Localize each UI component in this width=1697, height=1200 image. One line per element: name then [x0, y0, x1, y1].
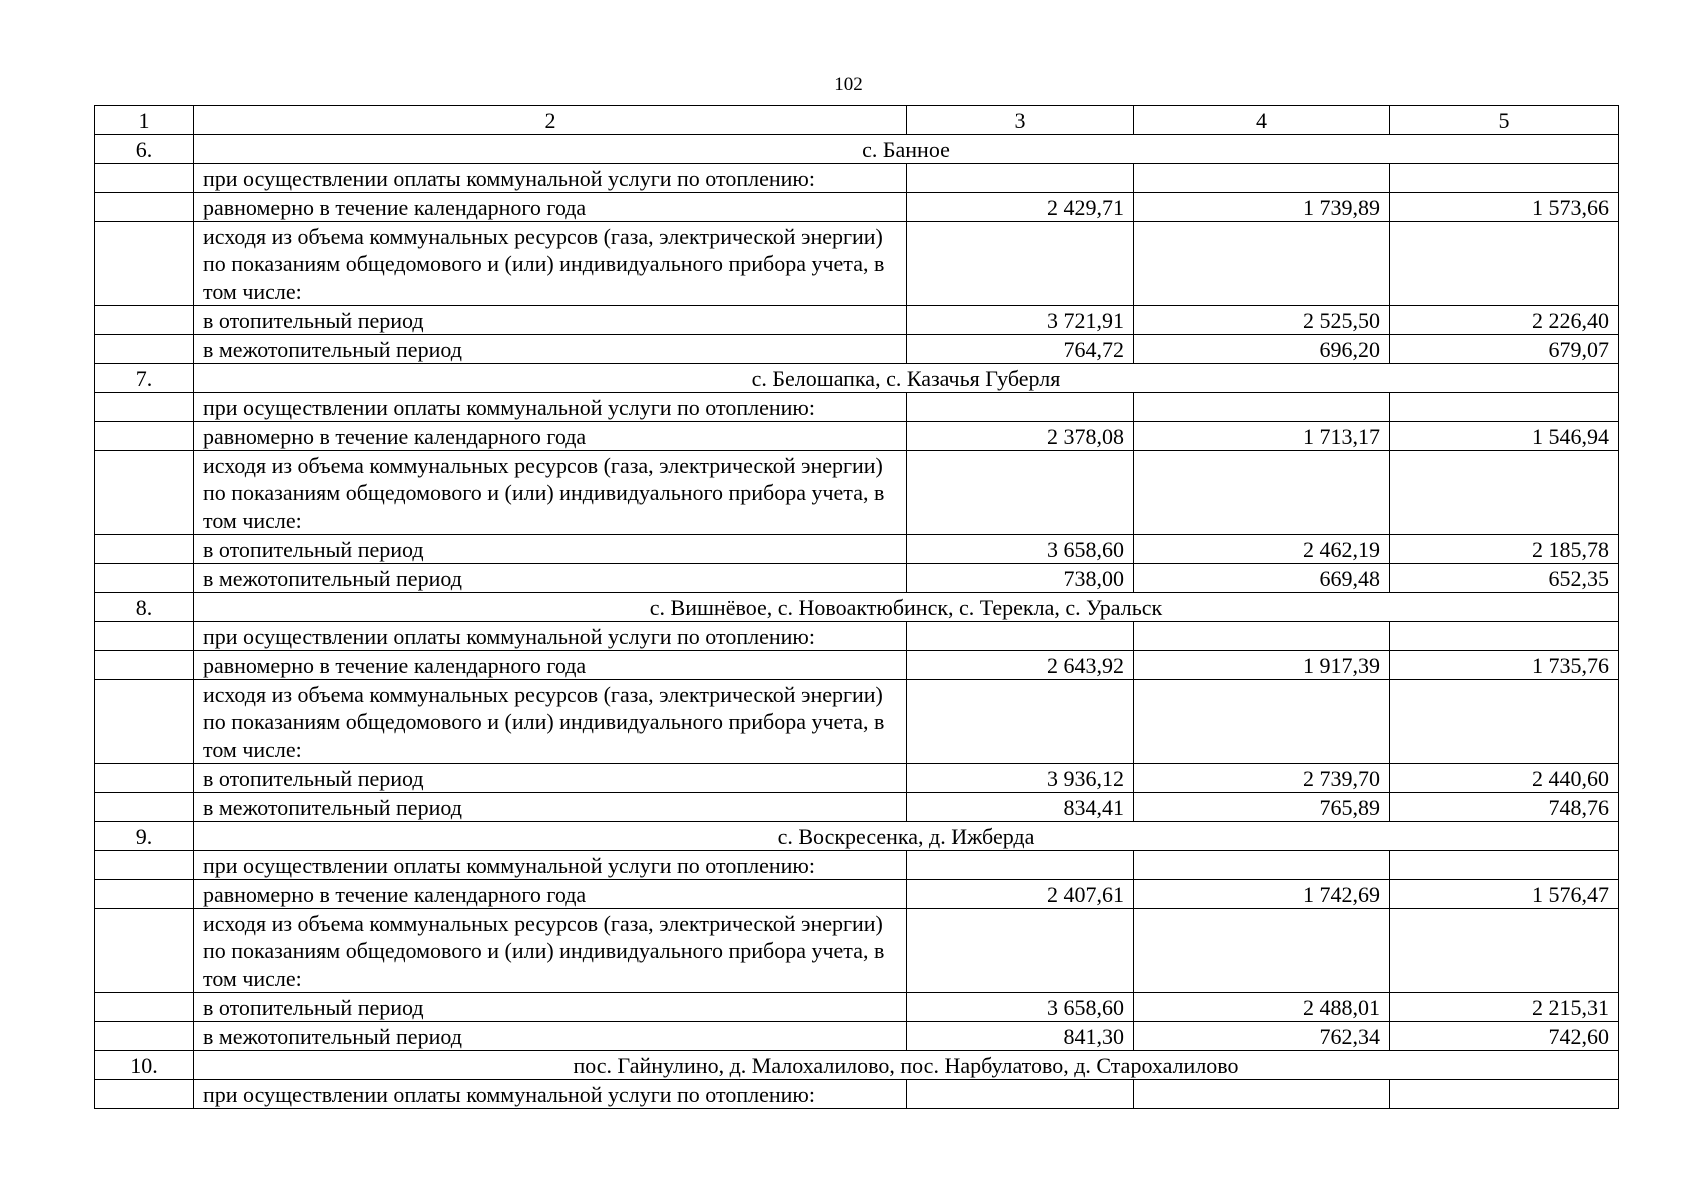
row-label: исходя из объема коммунальных ресурсов (газа, электрической энергии) по показаниям общедомового и (или) индивидуального прибора учета, в том числе:: [194, 909, 907, 993]
row-number-cell: [95, 851, 194, 880]
value-col-5: 2 226,40: [1390, 306, 1619, 335]
value-col-4: [1134, 851, 1390, 880]
section-header-row: [95, 593, 1619, 622]
row-label: исходя из объема коммунальных ресурсов (газа, электрической энергии) по показаниям общедомового и (или) индивидуального прибора учета, в том числе:: [194, 451, 907, 535]
value-col-3: 738,00: [907, 564, 1134, 593]
section-header-row: [95, 822, 1619, 851]
section-number: 6.: [95, 135, 194, 164]
value-col-3: 834,41: [907, 793, 1134, 822]
value-col-4: 2 488,01: [1134, 993, 1390, 1022]
column-header: 2: [194, 106, 907, 135]
row-label: исходя из объема коммунальных ресурсов (газа, электрической энергии) по показаниям общедомового и (или) индивидуального прибора учета, в том числе:: [194, 222, 907, 306]
row-label: в межотопительный период: [194, 793, 907, 822]
table-row: [95, 909, 1619, 993]
value-col-4: 2 739,70: [1134, 764, 1390, 793]
value-col-3: [907, 622, 1134, 651]
row-number-cell: [95, 306, 194, 335]
column-header: 1: [95, 106, 194, 135]
value-col-3: [907, 1080, 1134, 1109]
value-col-3: 764,72: [907, 335, 1134, 364]
value-col-5: [1390, 622, 1619, 651]
value-col-5: 1 576,47: [1390, 880, 1619, 909]
value-col-4: [1134, 1080, 1390, 1109]
value-col-4: 2 462,19: [1134, 535, 1390, 564]
row-label: равномерно в течение календарного года: [194, 880, 907, 909]
row-label: при осуществлении оплаты коммунальной услуги по отоплению:: [194, 393, 907, 422]
value-col-3: 3 936,12: [907, 764, 1134, 793]
table-row: [95, 335, 1619, 364]
table-row: [95, 622, 1619, 651]
section-number: 7.: [95, 364, 194, 393]
value-col-5: 1 573,66: [1390, 193, 1619, 222]
value-col-5: [1390, 680, 1619, 764]
section-header-row: [95, 1051, 1619, 1080]
row-number-cell: [95, 1022, 194, 1051]
section-number: 10.: [95, 1051, 194, 1080]
row-number-cell: [95, 164, 194, 193]
value-col-3: [907, 909, 1134, 993]
value-col-5: 652,35: [1390, 564, 1619, 593]
row-label: в межотопительный период: [194, 335, 907, 364]
section-header-row: [95, 364, 1619, 393]
row-number-cell: [95, 793, 194, 822]
table-row: [95, 393, 1619, 422]
value-col-4: [1134, 622, 1390, 651]
value-col-5: 679,07: [1390, 335, 1619, 364]
row-label: при осуществлении оплаты коммунальной услуги по отоплению:: [194, 1080, 907, 1109]
section-number: 9.: [95, 822, 194, 851]
section-title: с. Вишнёвое, с. Новоактюбинск, с. Терекла, с. Уральск: [194, 593, 1619, 622]
section-title: с. Воскресенка, д. Ижберда: [194, 822, 1619, 851]
row-label: равномерно в течение календарного года: [194, 193, 907, 222]
value-col-5: [1390, 909, 1619, 993]
table-row: [95, 1080, 1619, 1109]
value-col-3: [907, 222, 1134, 306]
row-number-cell: [95, 193, 194, 222]
table-row: [95, 451, 1619, 535]
value-col-4: 669,48: [1134, 564, 1390, 593]
value-col-3: [907, 164, 1134, 193]
table-row: [95, 422, 1619, 451]
table-row: [95, 564, 1619, 593]
table-row: [95, 793, 1619, 822]
header-row: [95, 106, 1619, 135]
table-row: [95, 535, 1619, 564]
row-number-cell: [95, 564, 194, 593]
column-header: 3: [907, 106, 1134, 135]
value-col-5: [1390, 1080, 1619, 1109]
value-col-3: 841,30: [907, 1022, 1134, 1051]
value-col-5: 2 215,31: [1390, 993, 1619, 1022]
value-col-3: 3 658,60: [907, 993, 1134, 1022]
section-title: с. Банное: [194, 135, 1619, 164]
value-col-3: 3 658,60: [907, 535, 1134, 564]
value-col-5: 1 546,94: [1390, 422, 1619, 451]
row-label: в отопительный период: [194, 535, 907, 564]
row-label: в отопительный период: [194, 993, 907, 1022]
value-col-5: 1 735,76: [1390, 651, 1619, 680]
value-col-4: 2 525,50: [1134, 306, 1390, 335]
page-number: 102: [834, 74, 863, 95]
row-label: в межотопительный период: [194, 1022, 907, 1051]
row-label: равномерно в течение календарного года: [194, 651, 907, 680]
value-col-4: 765,89: [1134, 793, 1390, 822]
value-col-5: 2 185,78: [1390, 535, 1619, 564]
section-title: пос. Гайнулино, д. Малохалилово, пос. Нарбулатово, д. Старохалилово: [194, 1051, 1619, 1080]
section-number: 8.: [95, 593, 194, 622]
row-number-cell: [95, 880, 194, 909]
value-col-3: [907, 451, 1134, 535]
row-label: при осуществлении оплаты коммунальной услуги по отоплению:: [194, 164, 907, 193]
value-col-5: 748,76: [1390, 793, 1619, 822]
value-col-3: [907, 680, 1134, 764]
value-col-3: 2 378,08: [907, 422, 1134, 451]
value-col-3: [907, 393, 1134, 422]
table-row: [95, 764, 1619, 793]
value-col-4: [1134, 222, 1390, 306]
row-number-cell: [95, 680, 194, 764]
value-col-5: [1390, 851, 1619, 880]
value-col-4: [1134, 680, 1390, 764]
value-col-3: [907, 851, 1134, 880]
table-row: [95, 651, 1619, 680]
value-col-5: [1390, 164, 1619, 193]
tariff-table: [94, 105, 1619, 1109]
value-col-4: [1134, 451, 1390, 535]
table-row: [95, 880, 1619, 909]
table-row: [95, 851, 1619, 880]
value-col-3: 2 407,61: [907, 880, 1134, 909]
table-row: [95, 193, 1619, 222]
row-number-cell: [95, 651, 194, 680]
table-row: [95, 993, 1619, 1022]
row-label: в отопительный период: [194, 306, 907, 335]
value-col-5: [1390, 451, 1619, 535]
table-row: [95, 1022, 1619, 1051]
row-label: равномерно в течение календарного года: [194, 422, 907, 451]
row-number-cell: [95, 1080, 194, 1109]
value-col-5: 742,60: [1390, 1022, 1619, 1051]
value-col-4: 1 742,69: [1134, 880, 1390, 909]
value-col-3: 3 721,91: [907, 306, 1134, 335]
row-label: при осуществлении оплаты коммунальной услуги по отоплению:: [194, 851, 907, 880]
value-col-4: 1 739,89: [1134, 193, 1390, 222]
value-col-5: [1390, 393, 1619, 422]
row-number-cell: [95, 422, 194, 451]
row-number-cell: [95, 393, 194, 422]
value-col-4: [1134, 909, 1390, 993]
row-label: при осуществлении оплаты коммунальной услуги по отоплению:: [194, 622, 907, 651]
value-col-5: 2 440,60: [1390, 764, 1619, 793]
row-label: исходя из объема коммунальных ресурсов (газа, электрической энергии) по показаниям общедомового и (или) индивидуального прибора учета, в том числе:: [194, 680, 907, 764]
row-number-cell: [95, 451, 194, 535]
row-number-cell: [95, 764, 194, 793]
column-header: 5: [1390, 106, 1619, 135]
table-row: [95, 222, 1619, 306]
row-number-cell: [95, 222, 194, 306]
row-number-cell: [95, 622, 194, 651]
row-label: в отопительный период: [194, 764, 907, 793]
row-number-cell: [95, 535, 194, 564]
value-col-4: 1 713,17: [1134, 422, 1390, 451]
value-col-5: [1390, 222, 1619, 306]
column-header: 4: [1134, 106, 1390, 135]
section-title: с. Белошапка, с. Казачья Губерля: [194, 364, 1619, 393]
value-col-4: 696,20: [1134, 335, 1390, 364]
table-row: [95, 680, 1619, 764]
row-number-cell: [95, 909, 194, 993]
value-col-3: 2 429,71: [907, 193, 1134, 222]
value-col-3: 2 643,92: [907, 651, 1134, 680]
table-row: [95, 306, 1619, 335]
value-col-4: 762,34: [1134, 1022, 1390, 1051]
section-header-row: [95, 135, 1619, 164]
row-number-cell: [95, 993, 194, 1022]
row-number-cell: [95, 335, 194, 364]
table-row: [95, 164, 1619, 193]
value-col-4: [1134, 164, 1390, 193]
value-col-4: 1 917,39: [1134, 651, 1390, 680]
row-label: в межотопительный период: [194, 564, 907, 593]
value-col-4: [1134, 393, 1390, 422]
